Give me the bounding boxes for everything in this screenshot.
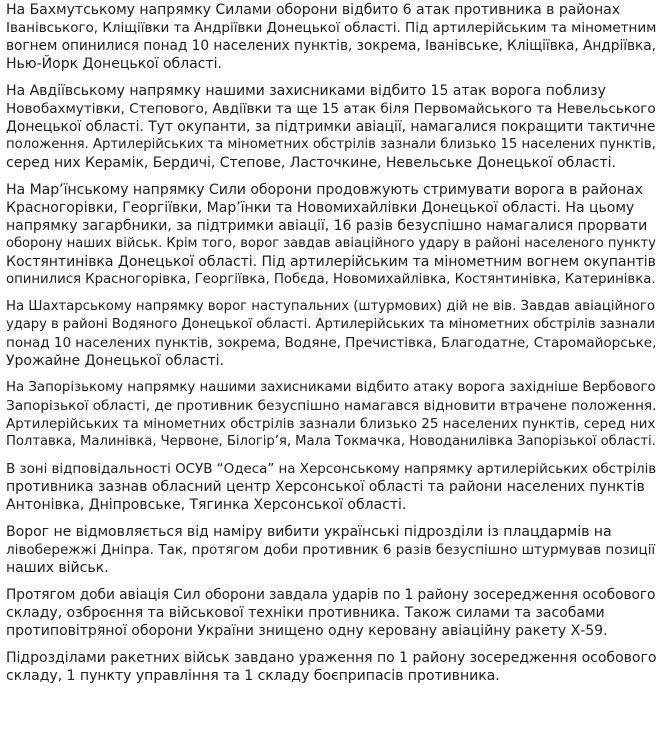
text-line: Нью-Йорк Донецької області.: [6, 56, 222, 72]
text-line: Донецької області. Тут окупанти, за підтримки авіації, намагалися покращити тактичне: [6, 119, 656, 135]
paragraph-aviation: [6, 586, 656, 640]
text-line: Артилерійських та мінометних обстрілів зазнали близько 25 населених пунктів, серед них: [6, 416, 656, 432]
text-line: На Бахмутському напрямку Силами оборони відбито 6 атак противника в районах: [6, 2, 621, 18]
text-line: противника зазнав обласний центр Херсонської області та райони населених пунктів: [6, 479, 645, 495]
text-line: Новобахмутівки, Степового, Авдіївки та ще 15 атак біля Первомайського та Невельського: [6, 101, 656, 117]
text-line: Підрозділами ракетних військ завдано ураження по 1 району зосередження особового: [6, 650, 657, 666]
text-line: серед них Керамік, Бердичі, Степове, Ласточкине, Невельське Донецької області.: [6, 155, 616, 171]
text-line: вогнем опинилися понад 10 населених пунктів, зокрема, Іванівське, Кліщіївка, Андріївка,: [6, 38, 656, 54]
paragraph-kherson: [6, 460, 656, 514]
text-line: Ворог не відмовляється від наміру вибити українські підрозділи із плацдармів на: [6, 524, 612, 540]
text-line: На Запорізькому напрямку нашими захисниками відбито атаку ворога західніше Вербового: [6, 380, 656, 395]
paragraph-shakhtarsk: [6, 298, 656, 370]
text-line: наших військ.: [6, 560, 109, 576]
text-line: Запорізької області, де противник безуспішно намагався відновити втрачене положення.: [6, 398, 657, 414]
paragraph-avdiivka: [6, 82, 656, 172]
text-line: напрямку загарбники, за підтримки авіації, 16 разів безуспішно намагалися прорвати: [6, 218, 648, 234]
text-line: Красногорівки, Георгіївки, Мар’їнки та Новомихайлівки Донецької області. На цьому: [6, 200, 635, 216]
text-line: оборону наших військ. Крім того, ворог завдав авіаційного удару в районі населеного пункту: [6, 236, 656, 251]
text-line: опинилися Красногорівка, Георгіївка, Побєда, Новомихайлівка, Костянтинівка, Катеринівка.: [6, 272, 656, 287]
paragraph-dnipro-left-bank: [6, 523, 656, 577]
text-line: складу, озброєння та військової техніки противника. Також силами та засобами: [6, 605, 605, 621]
paragraph-marinka: [6, 181, 656, 289]
text-line: положення. Артилерійських та мінометних обстрілів зазнали близько 15 населених пунктів,: [6, 137, 656, 152]
paragraph-zaporizhzhia: [6, 379, 656, 451]
text-line: В зоні відповідальності ОСУВ “Одеса” на Херсонському напрямку артилерійських обстрілів: [6, 461, 657, 477]
text-line: Костянтинівка Донецької області. Під артилерійським та мінометним вогнем окупантів: [6, 254, 656, 270]
text-line: На Авдіївському напрямку нашими захисниками відбито 15 атак ворога поблизу: [6, 83, 606, 99]
text-line: удару в районі Водяного Донецької області. Артилерійських та мінометних обстрілів зазнали: [6, 317, 655, 332]
text-line: понад 10 населених пунктів, зокрема, Водяне, Пречистівка, Благодатне, Старомайорське,: [6, 335, 657, 351]
text-line: На Мар’їнському напрямку Сили оборони продовжують стримувати ворога в районах: [6, 182, 643, 198]
text-line: Іванівського, Кліщіївки та Андріївки Донецької області. Під артилерійським та мінометним: [6, 20, 657, 36]
paragraph-missile-troops: [6, 649, 656, 685]
text-line: Полтавка, Малинівка, Червоне, Білогір’я, Мала Токмачка, Новоданилівка Запорізької області.: [6, 434, 656, 449]
paragraph-bakhmut: [6, 1, 656, 73]
text-line: протиповітряної оборони України знищено одну керовану авіаційну ракету Х-59.: [6, 623, 608, 639]
text-line: Протягом доби авіація Сил оборони завдала ударів по 1 району зосередження особового: [6, 587, 656, 603]
text-line: Урожайне Донецької області.: [6, 353, 224, 369]
text-line: Антонівка, Дніпровське, Тягинка Херсонської області.: [6, 497, 407, 513]
text-line: складу, 1 пункту управління та 1 складу боєприпасів противника.: [6, 668, 500, 684]
text-line: На Шахтарському напрямку ворог наступальних (штурмових) дій не вів. Завдав авіаційного: [6, 299, 655, 314]
text-line: лівобережжі Дніпра. Так, протягом доби противник 6 разів безуспішно штурмував позиції: [6, 542, 656, 558]
